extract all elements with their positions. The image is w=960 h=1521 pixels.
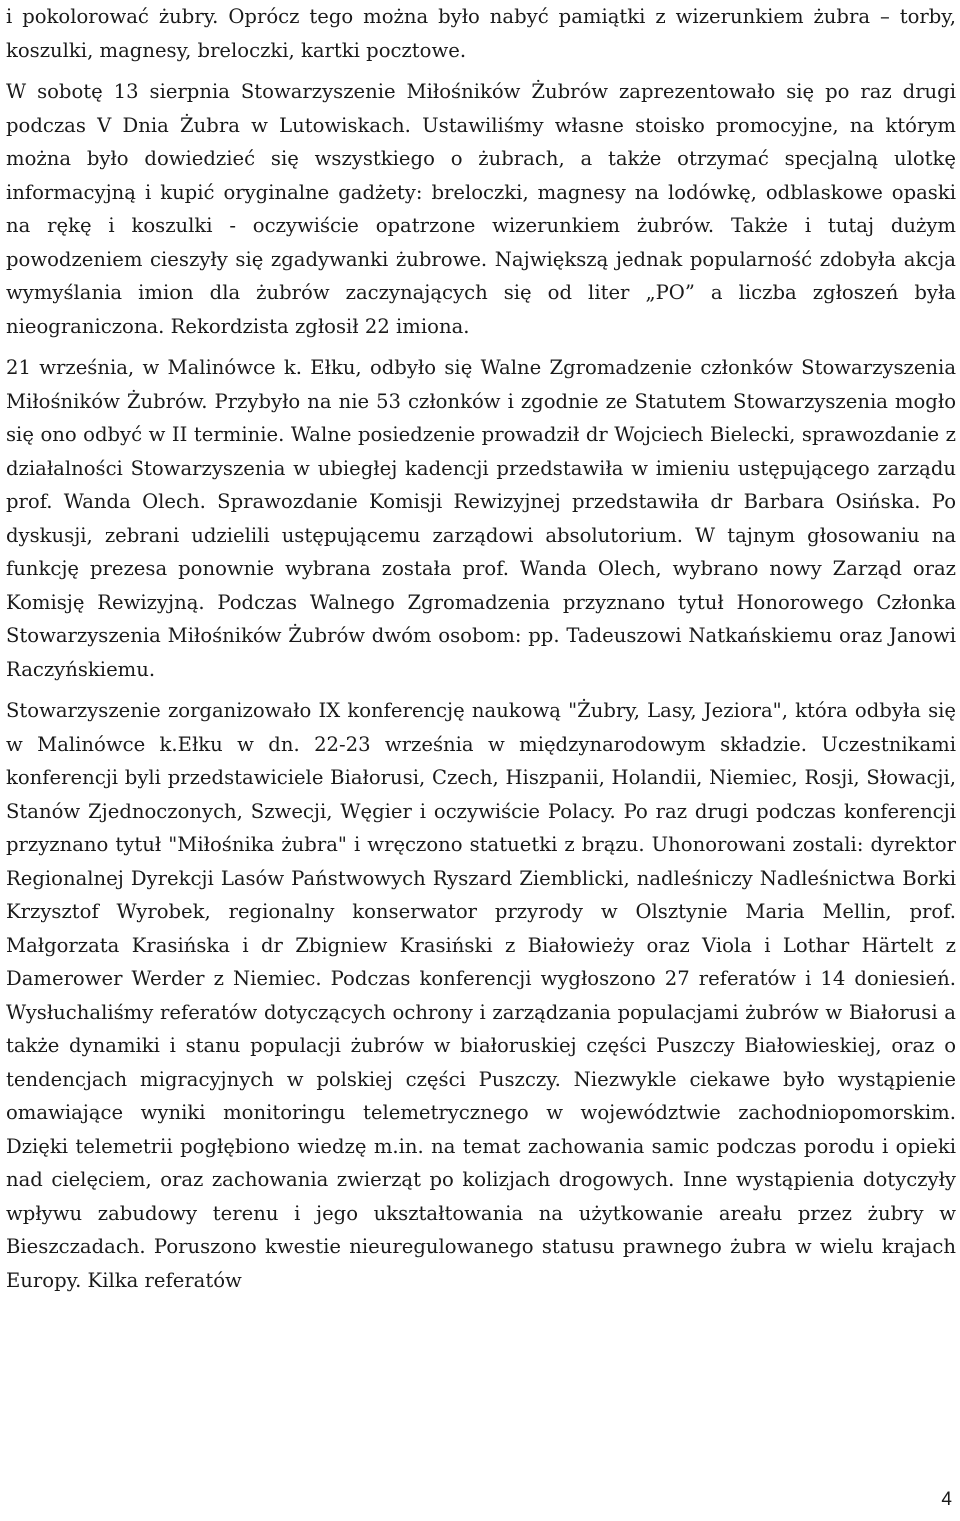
- paragraph-souvenirs: i pokolorować żubry. Oprócz tego można było nabyć pamiątki z wizerunkiem żubra – torby, koszulki, magnesy, breloczki, kartki pocztowe.: [6, 5, 956, 62]
- document-body: [6, 0, 956, 1297]
- page-number: 4: [941, 1489, 952, 1510]
- paragraph-general-assembly: 21 września, w Malinówce k. Ełku, odbyło się Walne Zgromadzenie członków Stowarzyszenia Miłośników Żubrów. Przybyło na nie 53 członków i zgodnie ze Statutem Stowarzyszenia mogło się ono odbyć w II terminie. Walne posiedzenie prowadził dr Wojciech Bielecki, sprawozdanie z działalności Stowarzyszenia w ubiegłej kadencji przedstawiła w imieniu ustępującego zarządu prof. Wanda Olech. Sprawozdanie Komisji Rewizyjnej przedstawiła dr Barbara Osińska. Po dyskusji, zebrani udzielili ustępującemu zarządowi absolutorium. W tajnym głosowaniu na funkcję prezesa ponownie wybrana została prof. Wanda Olech, wybrano nowy Zarząd oraz Komisję Rewizyjną. Podczas Walnego Zgromadzenia przyznano tytuł Honorowego Członka Stowarzyszenia Miłośników Żubrów dwóm osobom: pp. Tadeuszowi Natkańskiemu oraz Janowi Raczyńskiemu.: [6, 356, 956, 681]
- paragraph-bison-day: W sobotę 13 sierpnia Stowarzyszenie Miłośników Żubrów zaprezentowało się po raz drugi podczas V Dnia Żubra w Lutowiskach. Ustawiliśmy własne stoisko promocyjne, na którym można było dowiedzieć się wszystkiego o żubrach, a także otrzymać specjalną ulotkę informacyjną i kupić oryginalne gadżety: breloczki, magnesy na lodówkę, odblaskowe opaski na rękę i koszulki - oczywiście opatrzone wizerunkiem żubrów. Także i tutaj dużym powodzeniem cieszyły się zgadywanki żubrowe. Największą jednak popularność zdobyła akcja wymyślania imion dla żubrów zaczynających się od liter „PO” a liczba zgłoszeń była nieograniczona. Rekordzista zgłosił 22 imiona.: [6, 80, 956, 338]
- paragraph-conference: Stowarzyszenie zorganizowało IX konferencję naukową "Żubry, Lasy, Jeziora", która odbyła się w Malinówce k.Ełku w dn. 22-23 września w międzynarodowym składzie. Uczestnikami konferencji byli przedstawiciele Białorusi, Czech, Hiszpanii, Holandii, Niemiec, Rosji, Słowacji, Stanów Zjednoczonych, Szwecji, Węgier i oczywiście Polacy. Po raz drugi podczas konferencji przyznano tytuł "Miłośnika żubra" i wręczono statuetki z brązu. Uhonorowani zostali: dyrektor Regionalnej Dyrekcji Lasów Państwowych Ryszard Ziemblicki, nadleśniczy Nadleśnictwa Borki Krzysztof Wyrobek, regionalny konserwator przyrody w Olsztynie Maria Mellin, prof. Małgorzata Krasińska i dr Zbigniew Krasiński z Białowieży oraz Viola i Lothar Härtelt z Damerower Werder z Niemiec. Podczas konferencji wygłoszono 27 referatów i 14 doniesień. Wysłuchaliśmy referatów dotyczących ochrony i zarządzania populacjami żubrów w Białorusi a także dynamiki i stanu populacji żubrów w białoruskiej części Puszczy Białowieskiej, oraz o tendencjach migracyjnych w polskiej części Puszczy. Niezwykle ciekawe było wystąpienie omawiające wyniki monitoringu telemetrycznego w województwie zachodniopomorskim. Dzięki telemetrii pogłębiono wiedzę m.in. na temat zachowania samic podczas porodu i opieki nad cielęciem, oraz zachowania zwierząt po kolizjach drogowych. Inne wystąpienia dotyczyły wpływu zabudowy terenu i jego ukształtowania na użytkowanie areału przez żubry w Bieszczadach. Poruszono kwestie nieuregulowanego statusu prawnego żubra w wielu krajach Europy. Kilka referatów: [6, 699, 956, 1292]
